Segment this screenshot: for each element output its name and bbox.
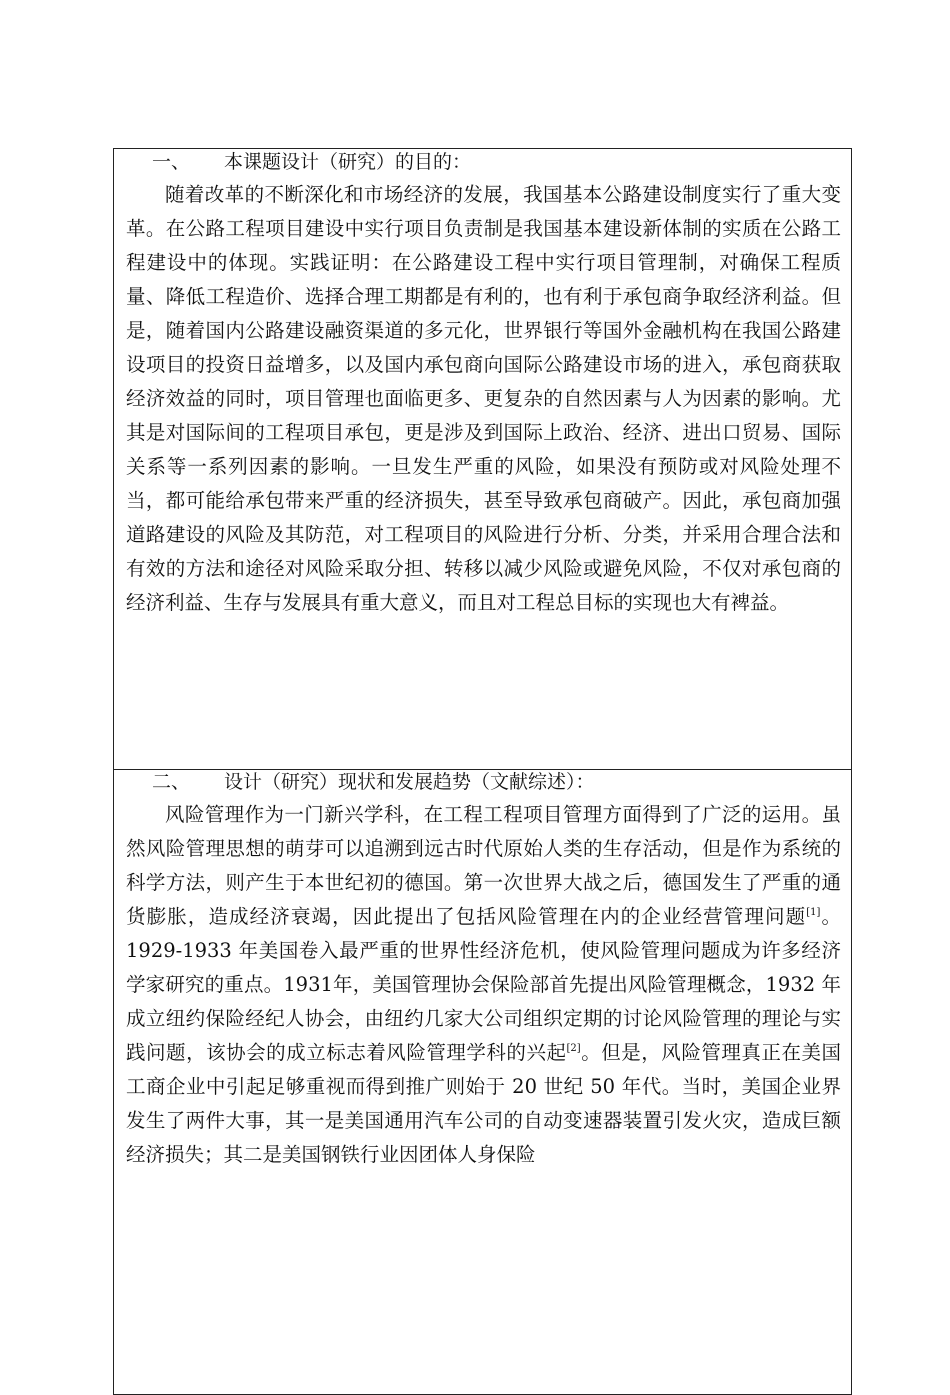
section-paragraph: 随着改革的不断深化和市场经济的发展，我国基本公路建设制度实行了重大变革。在公路工程项目建设中实行项目负责制是我国基本建设新体制的实质在公路工程建设中的体现。实践证明：在公路建设工程中实行项目管理制，对确保工程质量、降低工程造价、选择合理工期都是有利的，也有利于承包商争取经济利益。但是，随着国内公路建设融资渠道的多元化，世界银行等国外金融机构在我国公路建设项目的投资日益增多，以及国内承包商向国际公路建设市场的进入，承包商获取经济效益的同时，项目管理也面临更多、更复杂的自然因素与人为因素的影响。尤其是对国际间的工程项目承包，更是涉及到国际上政治、经济、进出口贸易、国际关系等一系列因素的影响。一旦发生严重的风险，如果没有预防或对风险处理不当，都可能给承包带来严重的经济损失，甚至导致承包商破产。因此，承包商加强道路建设的风险及其防范，对工程项目的风险进行分析、分类，并采用合理合法和有效的方法和途径对风险采取分担、转移以减少风险或避免风险，不仅对承包商的经济利益、生存与发展具有重大意义，而且对工程总目标的实现也大有裨益。 xyxy=(126,183,841,614)
section-number: 一、 xyxy=(152,151,191,173)
citation-ref: [1] xyxy=(806,907,821,918)
section-purpose xyxy=(114,150,851,770)
section-title: 本课题设计（研究）的目的： xyxy=(224,151,472,173)
citation-ref: [2] xyxy=(566,1043,581,1054)
section-number: 二、 xyxy=(152,771,191,793)
paragraph-text: 。 1929-1933 年美国卷入最严重的世界性经济危机，使风险管理问题成为许多经济学家研究的重点。1931年，美国管理协会保险部首先提出风险管理概念，1932 年成立纽约保险经纪人协会，由纽约几家大公司组织定期的讨论风险管理的理论与实践问题，该协会的成立标志着风险管理学科的兴起 xyxy=(126,905,841,1064)
paragraph-text: 风险管理作为一门新兴学科，在工程工程项目管理方面得到了广泛的运用。虽然风险管理思想的萌芽可以追溯到远古时代原始人类的生存活动，但是作为系统的科学方法，则产生于本世纪初的德国。第一次世界大战之后，德国发生了严重的通货膨胀，造成经济衰竭，因此提出了包括风险管理在内的企业经营管理问题 xyxy=(126,803,841,928)
section-heading xyxy=(126,770,841,794)
paragraph-text: 。但是，风险管理真正在美国工商企业中引起足够重视而得到推广则始于 20 世纪 50 年代。当时，美国企业界发生了两件大事，其一是美国通用汽车公司的自动变速器装置引发火灾，造成巨额经济损失；其二是美国钢铁行业因团体人身保险 xyxy=(126,1041,841,1166)
section-literature-review xyxy=(114,770,851,1394)
section-paragraph xyxy=(126,798,841,1172)
section-heading xyxy=(126,150,841,174)
section-title: 设计（研究）现状和发展趋势（文献综述）： xyxy=(224,771,595,793)
document-table xyxy=(113,148,852,1395)
